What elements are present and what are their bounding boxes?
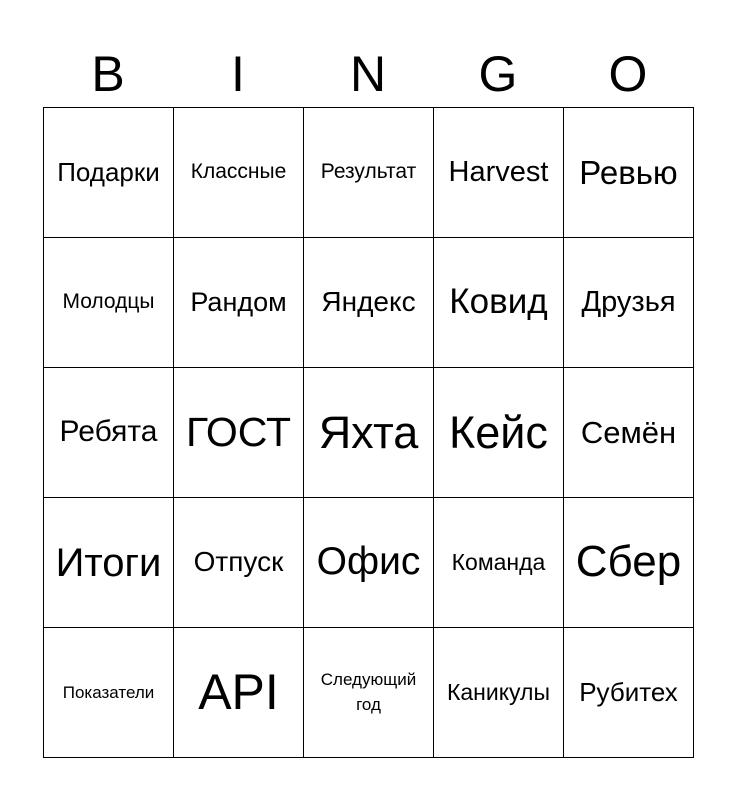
cell-label: ГОСТ: [185, 408, 292, 455]
cell-label: Яндекс: [321, 286, 416, 318]
header-letter-o: O: [608, 46, 648, 102]
bingo-header: [43, 44, 693, 104]
bingo-cell[interactable]: [434, 368, 564, 498]
header-letter-g: G: [478, 46, 518, 102]
cell-label: Кейс: [449, 406, 548, 458]
bingo-cell[interactable]: [44, 368, 174, 498]
cell-label: Офис: [316, 540, 421, 584]
bingo-cell[interactable]: [304, 498, 434, 628]
bingo-cell[interactable]: [434, 628, 564, 758]
cell-label: Ребята: [59, 415, 158, 449]
bingo-cell[interactable]: [44, 108, 174, 238]
bingo-cell[interactable]: [174, 628, 304, 758]
cell-label: Сбер: [575, 537, 682, 587]
bingo-cell[interactable]: [304, 108, 434, 238]
cell-label: Семён: [580, 414, 677, 450]
bingo-cell[interactable]: [304, 628, 434, 758]
bingo-cell[interactable]: [434, 238, 564, 368]
bingo-cell[interactable]: [564, 498, 694, 628]
bingo-cell[interactable]: [174, 498, 304, 628]
bingo-cell[interactable]: [564, 108, 694, 238]
bingo-cell[interactable]: [44, 498, 174, 628]
cell-label: API: [198, 663, 279, 720]
bingo-cell[interactable]: [304, 368, 434, 498]
cell-label: Итоги: [55, 540, 162, 585]
bingo-cell[interactable]: [434, 108, 564, 238]
cell-label: Молодцы: [62, 290, 155, 314]
bingo-cell[interactable]: [44, 628, 174, 758]
cell-label: Рубитех: [579, 676, 678, 707]
cell-label: Harvest: [448, 155, 549, 188]
cell-label: Следующий год: [320, 669, 417, 714]
cell-label: Рандом: [190, 286, 287, 317]
cell-label: Ревью: [579, 153, 678, 191]
bingo-cell[interactable]: [174, 368, 304, 498]
cell-label: Подарки: [57, 156, 160, 187]
header-letter-i: I: [231, 46, 245, 102]
bingo-board: [43, 107, 694, 758]
cell-label: Отпуск: [193, 546, 284, 578]
bingo-cell[interactable]: [564, 628, 694, 758]
bingo-cell[interactable]: [564, 368, 694, 498]
cell-label: Ковид: [449, 282, 548, 322]
cell-label: Каникулы: [446, 679, 550, 706]
header-letter-n: N: [349, 46, 387, 102]
cell-label: Яхта: [318, 406, 419, 458]
cell-label: Результат: [320, 160, 417, 184]
bingo-cell[interactable]: [44, 238, 174, 368]
bingo-cell[interactable]: [174, 238, 304, 368]
header-letter-b: B: [91, 46, 125, 102]
cell-label: Команда: [451, 549, 546, 576]
bingo-cell[interactable]: [434, 498, 564, 628]
bingo-cell[interactable]: [304, 238, 434, 368]
cell-label: Классные: [190, 160, 287, 184]
cell-label: Показатели: [62, 682, 155, 702]
cell-label: Друзья: [581, 285, 676, 318]
bingo-cell[interactable]: [564, 238, 694, 368]
bingo-cell[interactable]: [174, 108, 304, 238]
